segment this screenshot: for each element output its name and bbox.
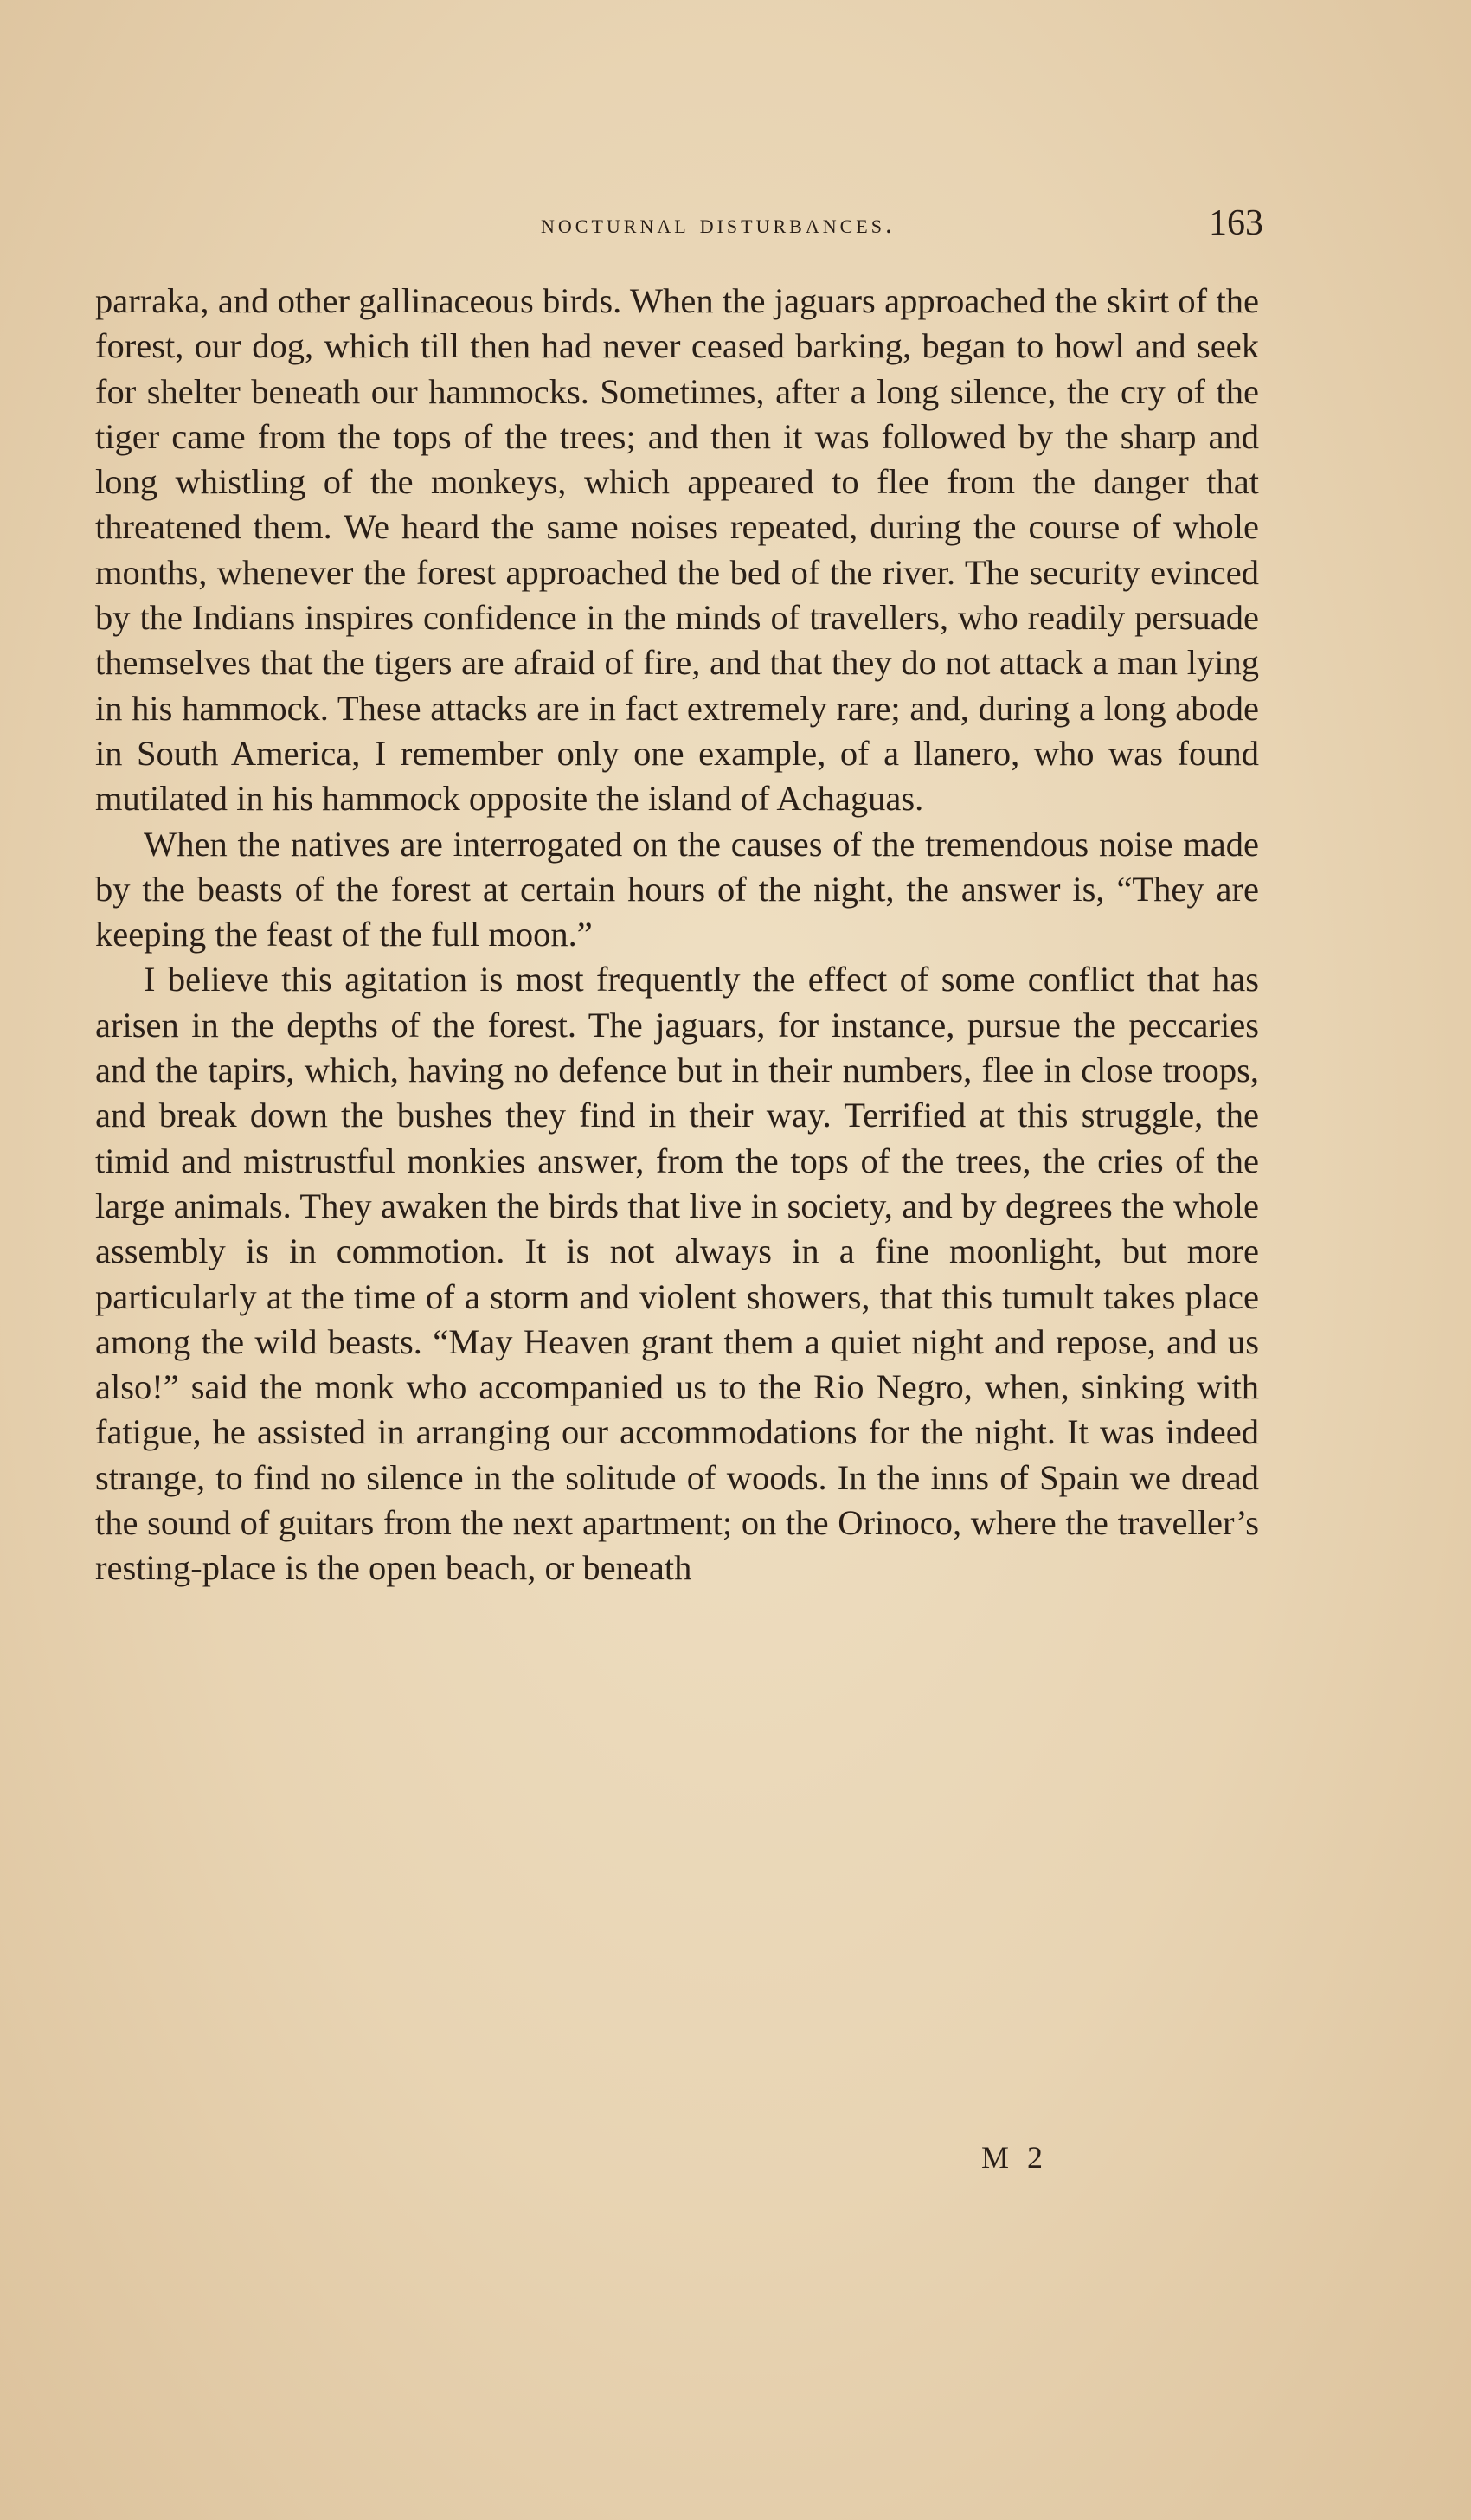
- paragraph: I believe this agitation is most frequently the effect of some conflict that has arisen in the depths of the forest. The jaguars, for instance, pursue the peccaries and the tapirs, which, having no defence but in their numbers, flee in close troops, and break down the bushes they find in their way. Terrified at this struggle, the timid and mistrustful monkies answer, from the tops of the trees, the cries of the large animals. They awaken the birds that live in society, and by degrees the whole assembly is in commotion. It is not always in a fine moonlight, but more particularly at the time of a storm and violent showers, that this tumult takes place among the wild beasts. “May Heaven grant them a quiet night and repose, and us also!” said the monk who accompanied us to the Rio Negro, when, sinking with fatigue, he assisted in arranging our accommodations for the night. It was indeed strange, to find no silence in the solitude of woods. In the inns of Spain we dread the sound of guitars from the next apartment; on the Orinoco, where the traveller’s resting-place is the open beach, or beneath: [95, 960, 1259, 1588]
- paragraph: When the natives are interrogated on the causes of the tremendous noise made by the beasts of the forest at certain hours of the night, the answer is, “They are keeping the feast of the full moon.”: [95, 824, 1259, 955]
- page-number: 163: [1209, 203, 1263, 243]
- body-text: [95, 279, 1259, 1591]
- signature-mark: M 2: [981, 2140, 1049, 2175]
- paragraph: parraka, and other gallinaceous birds. When the jaguars approached the skirt of the forest, our dog, which till then had never ceased barking, began to howl and seek for shelter beneath our hammocks. Sometimes, after a long silence, the cry of the tiger came from the tops of the trees; and then it was followed by the sharp and long whistling of the monkeys, which appeared to flee from the danger that threatened them. We heard the same noises repeated, during the course of whole months, whenever the forest approached the bed of the river. The security evinced by the Indians inspires confidence in the minds of travellers, who readily persuade themselves that the tigers are afraid of fire, and that they do not attack a man lying in his hammock. These attacks are in fact extremely rare; and, during a long abode in South America, I remember only one example, of a llanero, who was found mutilated in his hammock opposite the island of Achaguas.: [95, 281, 1259, 819]
- page-header: [104, 197, 1263, 249]
- running-title: nocturnal disturbances.: [541, 208, 896, 239]
